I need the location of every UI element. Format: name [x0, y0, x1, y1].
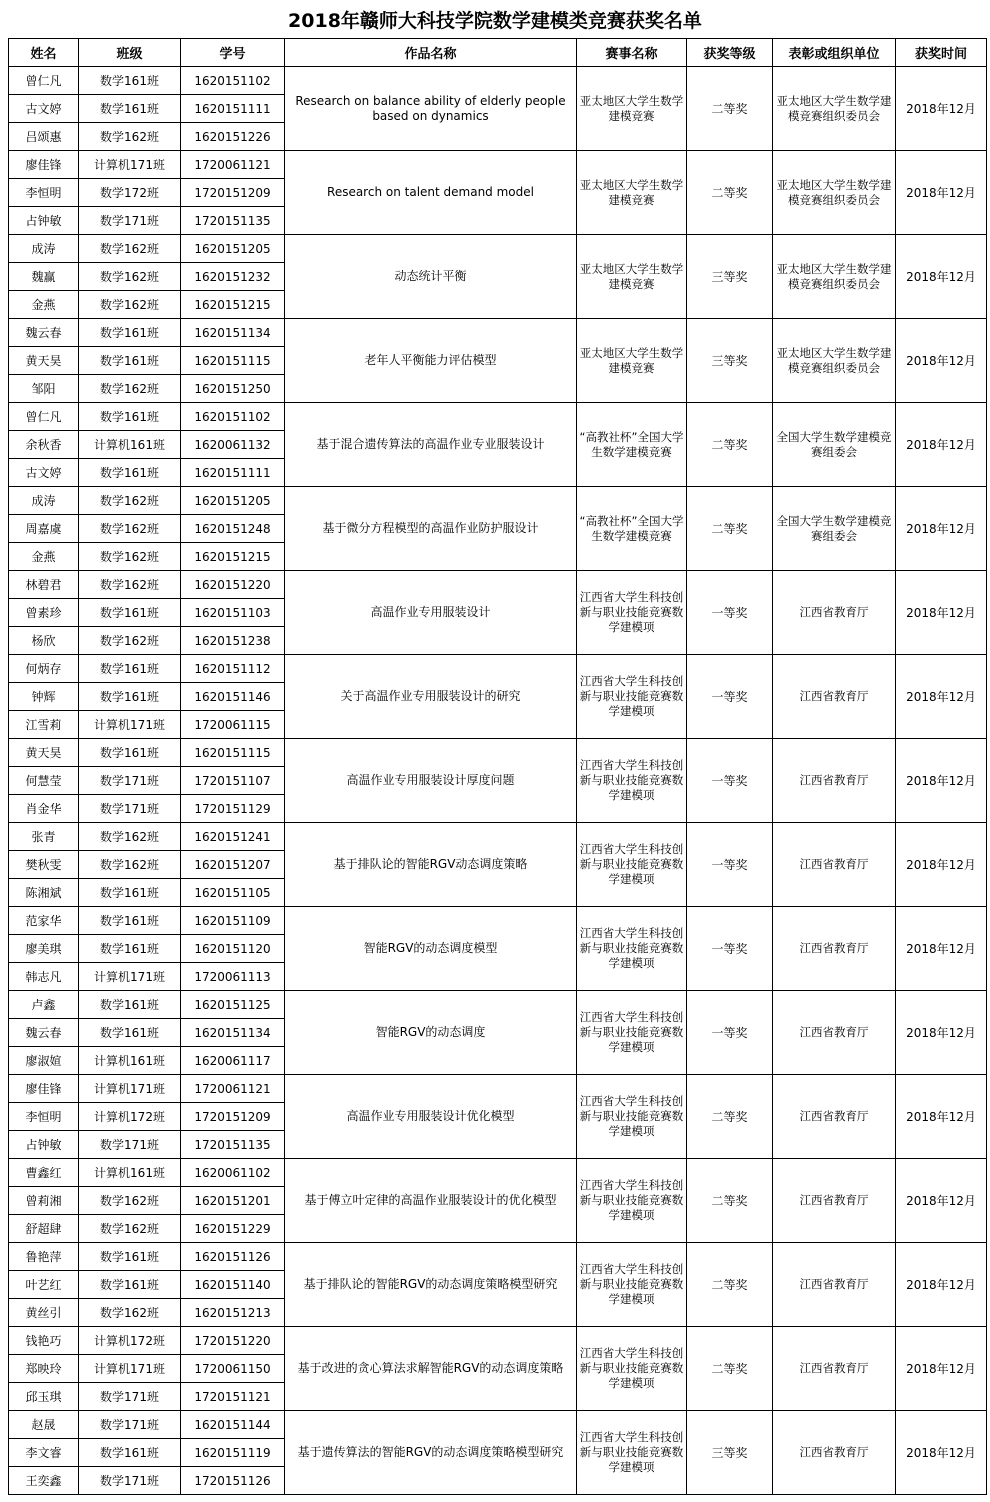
student-class: 数学171班 — [79, 1383, 181, 1411]
award-date: 2018年12月 — [896, 235, 987, 319]
work-title: 基于微分方程模型的高温作业防护服设计 — [285, 487, 577, 571]
organizer: 江西省教育厅 — [773, 1159, 896, 1243]
student-class: 数学161班 — [79, 879, 181, 907]
student-name: 黄天昊 — [9, 347, 79, 375]
work-title: 智能RGV的动态调度 — [285, 991, 577, 1075]
student-name: 吕颂惠 — [9, 123, 79, 151]
student-name: 叶艺红 — [9, 1271, 79, 1299]
table-row — [9, 319, 987, 347]
table-row — [9, 655, 987, 683]
student-id: 1620151229 — [181, 1215, 285, 1243]
student-name: 李文睿 — [9, 1439, 79, 1467]
student-class: 数学161班 — [79, 319, 181, 347]
award-date: 2018年12月 — [896, 1159, 987, 1243]
student-class: 数学162班 — [79, 263, 181, 291]
student-class: 数学161班 — [79, 459, 181, 487]
competition-name: 亚太地区大学生数学建模竞赛 — [577, 235, 687, 319]
student-id: 1620151109 — [181, 907, 285, 935]
student-id: 1620151215 — [181, 543, 285, 571]
student-id: 1620151119 — [181, 1439, 285, 1467]
student-id: 1620151146 — [181, 683, 285, 711]
award-level: 一等奖 — [687, 907, 773, 991]
student-class: 数学162班 — [79, 375, 181, 403]
organizer: 亚太地区大学生数学建模竞赛组织委员会 — [773, 319, 896, 403]
work-title: 老年人平衡能力评估模型 — [285, 319, 577, 403]
competition-name: 江西省大学生科技创新与职业技能竞赛数学建模项 — [577, 1327, 687, 1411]
student-id: 1720151107 — [181, 767, 285, 795]
student-name: 李恒明 — [9, 179, 79, 207]
student-id: 1620151213 — [181, 1299, 285, 1327]
student-id: 1620151215 — [181, 291, 285, 319]
work-title: 高温作业专用服装设计厚度问题 — [285, 739, 577, 823]
award-level: 三等奖 — [687, 1411, 773, 1495]
student-name: 廖佳锋 — [9, 151, 79, 179]
header-row — [9, 39, 987, 67]
student-name: 韩志凡 — [9, 963, 79, 991]
award-date: 2018年12月 — [896, 67, 987, 151]
student-name: 黄丝引 — [9, 1299, 79, 1327]
student-class: 数学162班 — [79, 571, 181, 599]
award-level: 一等奖 — [687, 655, 773, 739]
award-level: 二等奖 — [687, 151, 773, 235]
student-id: 1620061132 — [181, 431, 285, 459]
student-id: 1620061102 — [181, 1159, 285, 1187]
student-class: 数学161班 — [79, 935, 181, 963]
organizer: 江西省教育厅 — [773, 655, 896, 739]
student-class: 计算机171班 — [79, 1075, 181, 1103]
student-name: 江雪莉 — [9, 711, 79, 739]
student-id: 1620151207 — [181, 851, 285, 879]
student-name: 肖金华 — [9, 795, 79, 823]
student-class: 数学162班 — [79, 851, 181, 879]
header-organizer: 表彰或组织单位 — [773, 39, 896, 67]
competition-name: 江西省大学生科技创新与职业技能竞赛数学建模项 — [577, 571, 687, 655]
award-date: 2018年12月 — [896, 1411, 987, 1495]
student-name: 魏赢 — [9, 263, 79, 291]
student-name: 张青 — [9, 823, 79, 851]
student-name: 余秋香 — [9, 431, 79, 459]
student-id: 1620151201 — [181, 1187, 285, 1215]
organizer: 江西省教育厅 — [773, 1411, 896, 1495]
student-name: 曾仁凡 — [9, 67, 79, 95]
organizer: 江西省教育厅 — [773, 1327, 896, 1411]
student-class: 数学162班 — [79, 1187, 181, 1215]
award-level: 三等奖 — [687, 235, 773, 319]
student-id: 1720151129 — [181, 795, 285, 823]
student-name: 林碧君 — [9, 571, 79, 599]
organizer: 江西省教育厅 — [773, 739, 896, 823]
student-class: 数学162班 — [79, 543, 181, 571]
organizer: 江西省教育厅 — [773, 991, 896, 1075]
organizer: 全国大学生数学建模竞赛组委会 — [773, 403, 896, 487]
student-class: 数学161班 — [79, 655, 181, 683]
competition-name: 江西省大学生科技创新与职业技能竞赛数学建模项 — [577, 1411, 687, 1495]
student-id: 1720061150 — [181, 1355, 285, 1383]
student-name: 廖美琪 — [9, 935, 79, 963]
student-class: 数学171班 — [79, 207, 181, 235]
work-title: 智能RGV的动态调度模型 — [285, 907, 577, 991]
award-date: 2018年12月 — [896, 907, 987, 991]
competition-name: 亚太地区大学生数学建模竞赛 — [577, 67, 687, 151]
student-id: 1620151232 — [181, 263, 285, 291]
student-id: 1620151112 — [181, 655, 285, 683]
student-class: 数学162班 — [79, 1299, 181, 1327]
award-level: 一等奖 — [687, 739, 773, 823]
award-date: 2018年12月 — [896, 319, 987, 403]
award-level: 二等奖 — [687, 487, 773, 571]
student-class: 数学161班 — [79, 1271, 181, 1299]
student-name: 邹阳 — [9, 375, 79, 403]
student-class: 数学161班 — [79, 739, 181, 767]
student-id: 1720151121 — [181, 1383, 285, 1411]
competition-name: 亚太地区大学生数学建模竞赛 — [577, 319, 687, 403]
student-class: 数学171班 — [79, 1467, 181, 1495]
award-table — [8, 38, 987, 1495]
student-id: 1720061121 — [181, 151, 285, 179]
student-name: 王奕鑫 — [9, 1467, 79, 1495]
work-title: 基于排队论的智能RGV的动态调度策略模型研究 — [285, 1243, 577, 1327]
student-id: 1620151134 — [181, 319, 285, 347]
competition-name: 江西省大学生科技创新与职业技能竞赛数学建模项 — [577, 991, 687, 1075]
work-title: 基于傅立叶定律的高温作业服装设计的优化模型 — [285, 1159, 577, 1243]
student-id: 1620151241 — [181, 823, 285, 851]
table-row — [9, 1411, 987, 1439]
header-date: 获奖时间 — [896, 39, 987, 67]
student-id: 1620151115 — [181, 739, 285, 767]
header-name: 姓名 — [9, 39, 79, 67]
student-name: 占钟敏 — [9, 207, 79, 235]
table-row — [9, 739, 987, 767]
student-class: 数学161班 — [79, 599, 181, 627]
student-class: 数学161班 — [79, 67, 181, 95]
student-class: 数学162班 — [79, 1215, 181, 1243]
competition-name: 亚太地区大学生数学建模竞赛 — [577, 151, 687, 235]
student-id: 1720151209 — [181, 1103, 285, 1131]
student-name: 陈湘斌 — [9, 879, 79, 907]
student-class: 计算机171班 — [79, 711, 181, 739]
award-date: 2018年12月 — [896, 403, 987, 487]
student-class: 计算机172班 — [79, 1327, 181, 1355]
award-date: 2018年12月 — [896, 1327, 987, 1411]
student-id: 1620151250 — [181, 375, 285, 403]
student-class: 计算机161班 — [79, 1159, 181, 1187]
student-name: 赵晟 — [9, 1411, 79, 1439]
student-class: 计算机172班 — [79, 1103, 181, 1131]
student-id: 1620151226 — [181, 123, 285, 151]
student-name: 舒超肆 — [9, 1215, 79, 1243]
student-id: 1620151205 — [181, 235, 285, 263]
table-row — [9, 571, 987, 599]
student-class: 数学161班 — [79, 907, 181, 935]
student-id: 1720151220 — [181, 1327, 285, 1355]
work-title: 动态统计平衡 — [285, 235, 577, 319]
award-date: 2018年12月 — [896, 1243, 987, 1327]
organizer: 亚太地区大学生数学建模竞赛组织委员会 — [773, 235, 896, 319]
table-row — [9, 67, 987, 95]
student-name: 范家华 — [9, 907, 79, 935]
table-row — [9, 235, 987, 263]
award-level: 二等奖 — [687, 67, 773, 151]
organizer: 江西省教育厅 — [773, 823, 896, 907]
student-class: 数学161班 — [79, 1243, 181, 1271]
student-name: 何炳存 — [9, 655, 79, 683]
student-id: 1620151134 — [181, 1019, 285, 1047]
student-class: 数学161班 — [79, 683, 181, 711]
header-work-title: 作品名称 — [285, 39, 577, 67]
organizer: 江西省教育厅 — [773, 1243, 896, 1327]
competition-name: 江西省大学生科技创新与职业技能竞赛数学建模项 — [577, 1075, 687, 1159]
student-name: 魏云春 — [9, 1019, 79, 1047]
student-class: 数学161班 — [79, 1439, 181, 1467]
student-class: 计算机161班 — [79, 1047, 181, 1075]
award-level: 三等奖 — [687, 319, 773, 403]
student-name: 成涛 — [9, 487, 79, 515]
student-id: 1620151140 — [181, 1271, 285, 1299]
student-name: 廖佳锋 — [9, 1075, 79, 1103]
student-class: 数学162班 — [79, 235, 181, 263]
organizer: 全国大学生数学建模竞赛组委会 — [773, 487, 896, 571]
award-date: 2018年12月 — [896, 151, 987, 235]
student-id: 1620151220 — [181, 571, 285, 599]
student-name: 曾仁凡 — [9, 403, 79, 431]
student-name: 钟辉 — [9, 683, 79, 711]
student-class: 数学161班 — [79, 991, 181, 1019]
competition-name: 江西省大学生科技创新与职业技能竞赛数学建模项 — [577, 739, 687, 823]
work-title: 基于遗传算法的智能RGV的动态调度策略模型研究 — [285, 1411, 577, 1495]
student-id: 1720151135 — [181, 207, 285, 235]
student-id: 1620151105 — [181, 879, 285, 907]
student-id: 1620061117 — [181, 1047, 285, 1075]
student-id: 1620151248 — [181, 515, 285, 543]
student-name: 古文婷 — [9, 95, 79, 123]
student-name: 曹鑫红 — [9, 1159, 79, 1187]
competition-name: “高教社杯”全国大学生数学建模竞赛 — [577, 403, 687, 487]
student-name: 李恒明 — [9, 1103, 79, 1131]
organizer: 江西省教育厅 — [773, 907, 896, 991]
student-name: 何慧莹 — [9, 767, 79, 795]
organizer: 江西省教育厅 — [773, 1075, 896, 1159]
student-name: 杨欣 — [9, 627, 79, 655]
award-date: 2018年12月 — [896, 487, 987, 571]
student-class: 数学171班 — [79, 767, 181, 795]
student-id: 1620151111 — [181, 459, 285, 487]
organizer: 亚太地区大学生数学建模竞赛组织委员会 — [773, 151, 896, 235]
student-name: 黄天昊 — [9, 739, 79, 767]
student-name: 曾莉湘 — [9, 1187, 79, 1215]
student-name: 廖淑媗 — [9, 1047, 79, 1075]
student-name: 樊秋雯 — [9, 851, 79, 879]
student-name: 卢鑫 — [9, 991, 79, 1019]
table-row — [9, 1243, 987, 1271]
table-row — [9, 907, 987, 935]
award-date: 2018年12月 — [896, 739, 987, 823]
student-class: 数学172班 — [79, 179, 181, 207]
student-id: 1620151102 — [181, 67, 285, 95]
student-name: 周嘉虞 — [9, 515, 79, 543]
table-row — [9, 991, 987, 1019]
student-name: 魏云春 — [9, 319, 79, 347]
student-id: 1620151205 — [181, 487, 285, 515]
student-class: 计算机171班 — [79, 151, 181, 179]
work-title: 基于混合遗传算法的高温作业专业服装设计 — [285, 403, 577, 487]
sheet-title: 2018年赣师大科技学院数学建模类竞赛获奖名单 — [288, 10, 702, 32]
student-name: 占钟敏 — [9, 1131, 79, 1159]
table-row — [9, 1075, 987, 1103]
header-class: 班级 — [79, 39, 181, 67]
competition-name: 江西省大学生科技创新与职业技能竞赛数学建模项 — [577, 655, 687, 739]
award-level: 一等奖 — [687, 991, 773, 1075]
table-row — [9, 151, 987, 179]
student-class: 数学171班 — [79, 1131, 181, 1159]
student-name: 邱玉琪 — [9, 1383, 79, 1411]
competition-name: 江西省大学生科技创新与职业技能竞赛数学建模项 — [577, 1159, 687, 1243]
award-level: 一等奖 — [687, 823, 773, 907]
student-class: 数学162班 — [79, 291, 181, 319]
award-level: 二等奖 — [687, 1243, 773, 1327]
student-name: 成涛 — [9, 235, 79, 263]
award-date: 2018年12月 — [896, 1075, 987, 1159]
student-id: 1720151126 — [181, 1467, 285, 1495]
work-title: Research on talent demand model — [285, 151, 577, 235]
student-class: 数学161班 — [79, 347, 181, 375]
student-name: 古文婷 — [9, 459, 79, 487]
student-id: 1620151120 — [181, 935, 285, 963]
student-class: 数学162班 — [79, 627, 181, 655]
award-date: 2018年12月 — [896, 991, 987, 1075]
student-id: 1720061121 — [181, 1075, 285, 1103]
student-class: 计算机171班 — [79, 963, 181, 991]
student-class: 数学162班 — [79, 823, 181, 851]
work-title: Research on balance ability of elderly people based on dynamics — [285, 67, 577, 151]
work-title: 关于高温作业专用服装设计的研究 — [285, 655, 577, 739]
student-name: 金燕 — [9, 291, 79, 319]
work-title: 高温作业专用服装设计 — [285, 571, 577, 655]
student-name: 钱艳巧 — [9, 1327, 79, 1355]
work-title: 高温作业专用服装设计优化模型 — [285, 1075, 577, 1159]
student-class: 数学162班 — [79, 487, 181, 515]
competition-name: “高教社杯”全国大学生数学建模竞赛 — [577, 487, 687, 571]
award-date: 2018年12月 — [896, 823, 987, 907]
award-date: 2018年12月 — [896, 655, 987, 739]
student-name: 金燕 — [9, 543, 79, 571]
student-class: 计算机171班 — [79, 1355, 181, 1383]
table-row — [9, 1159, 987, 1187]
student-id: 1620151102 — [181, 403, 285, 431]
student-id: 1620151111 — [181, 95, 285, 123]
student-id: 1720151135 — [181, 1131, 285, 1159]
table-row — [9, 823, 987, 851]
student-id: 1620151103 — [181, 599, 285, 627]
student-name: 曾素珍 — [9, 599, 79, 627]
award-level: 一等奖 — [687, 571, 773, 655]
student-class: 数学171班 — [79, 795, 181, 823]
table-row — [9, 487, 987, 515]
student-id: 1620151126 — [181, 1243, 285, 1271]
header-student-id: 学号 — [181, 39, 285, 67]
work-title: 基于排队论的智能RGV动态调度策略 — [285, 823, 577, 907]
student-id: 1620151125 — [181, 991, 285, 1019]
student-id: 1720061113 — [181, 963, 285, 991]
header-competition: 赛事名称 — [577, 39, 687, 67]
student-class: 计算机161班 — [79, 431, 181, 459]
award-level: 二等奖 — [687, 1075, 773, 1159]
student-id: 1720061115 — [181, 711, 285, 739]
award-date: 2018年12月 — [896, 571, 987, 655]
award-level: 二等奖 — [687, 1159, 773, 1243]
competition-name: 江西省大学生科技创新与职业技能竞赛数学建模项 — [577, 1243, 687, 1327]
student-id: 1620151238 — [181, 627, 285, 655]
student-class: 数学171班 — [79, 1411, 181, 1439]
work-title: 基于改进的贪心算法求解智能RGV的动态调度策略 — [285, 1327, 577, 1411]
student-id: 1720151209 — [181, 179, 285, 207]
award-level: 二等奖 — [687, 1327, 773, 1411]
table-row — [9, 1327, 987, 1355]
organizer: 江西省教育厅 — [773, 571, 896, 655]
student-name: 鲁艳萍 — [9, 1243, 79, 1271]
competition-name: 江西省大学生科技创新与职业技能竞赛数学建模项 — [577, 823, 687, 907]
competition-name: 江西省大学生科技创新与职业技能竞赛数学建模项 — [577, 907, 687, 991]
student-id: 1620151144 — [181, 1411, 285, 1439]
student-class: 数学161班 — [79, 1019, 181, 1047]
student-name: 郑映玲 — [9, 1355, 79, 1383]
header-award-level: 获奖等级 — [687, 39, 773, 67]
student-class: 数学161班 — [79, 95, 181, 123]
award-level: 二等奖 — [687, 403, 773, 487]
student-id: 1620151115 — [181, 347, 285, 375]
student-class: 数学162班 — [79, 123, 181, 151]
student-class: 数学162班 — [79, 515, 181, 543]
organizer: 亚太地区大学生数学建模竞赛组织委员会 — [773, 67, 896, 151]
student-class: 数学161班 — [79, 403, 181, 431]
table-row — [9, 403, 987, 431]
